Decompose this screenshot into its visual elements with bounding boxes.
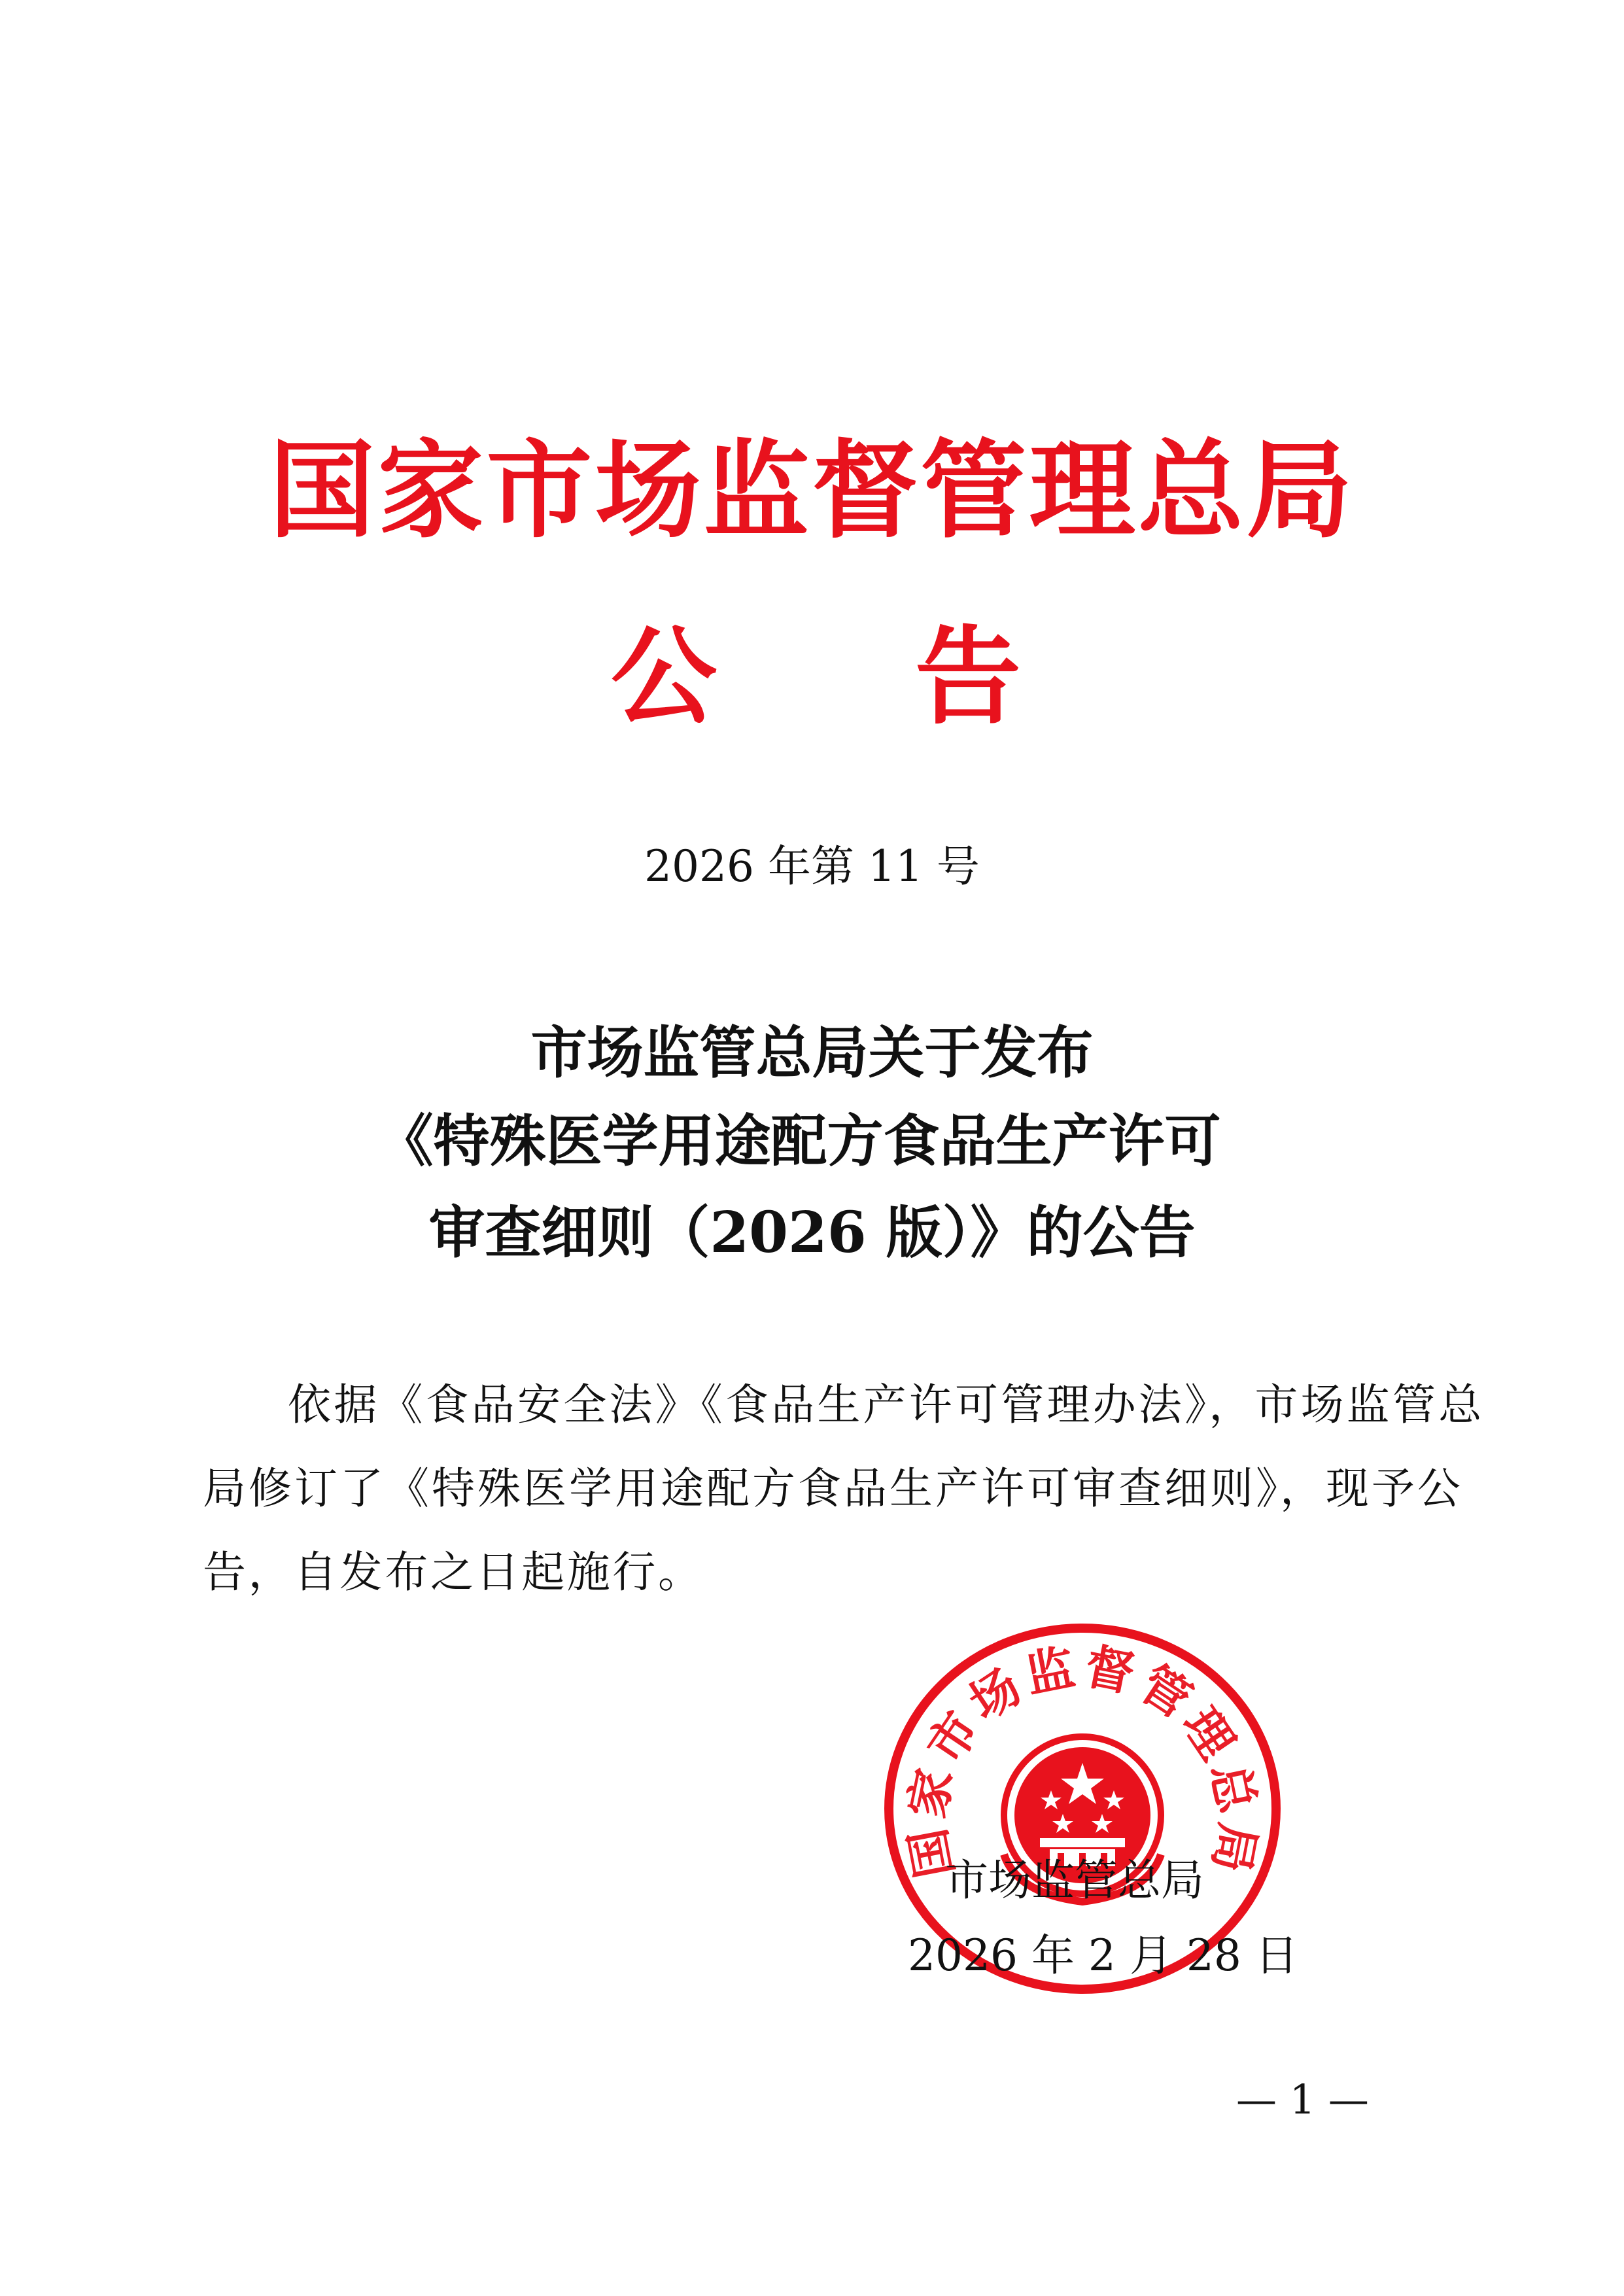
svg-text:国家市场监督管理总局: 国家市场监督管理总局 xyxy=(899,1638,1266,1883)
signature-agency: 市场监管总局 xyxy=(945,1855,1204,1905)
body-line-3: 告，自发布之日起施行。 xyxy=(203,1547,704,1597)
signature-date: 2026 年 2 月 28 日 xyxy=(908,1930,1298,1981)
title-line-2: 《特殊医学用途配方食品生产许可 xyxy=(377,1108,1221,1174)
title-line-1: 市场监管总局关于发布 xyxy=(530,1020,1094,1086)
agency-header: 国家市场监督管理总局 xyxy=(269,428,1355,553)
doc-type-char-gao: 告 xyxy=(915,615,1021,739)
body-line-1: 依据《食品安全法》《食品生产许可管理办法》，市场监管总 xyxy=(288,1380,1485,1430)
document-number: 2026 年第 11 号 xyxy=(644,841,980,892)
body-line-2: 局修订了《特殊医学用途配方食品生产许可审查细则》，现予公 xyxy=(203,1463,1463,1514)
title-line-3: 审查细则（2026 版）》的公告 xyxy=(428,1200,1196,1266)
page-number: — 1 — xyxy=(1236,2076,1369,2123)
doc-type-char-gong: 公 xyxy=(611,615,717,739)
